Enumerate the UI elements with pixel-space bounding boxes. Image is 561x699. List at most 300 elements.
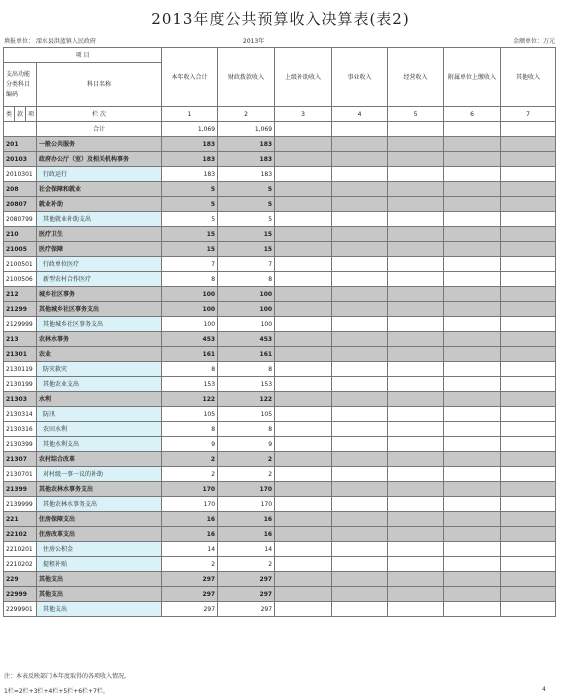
empty-cell [444, 272, 501, 287]
empty-cell [388, 437, 444, 452]
empty-cell [388, 137, 444, 152]
empty-cell [332, 137, 388, 152]
empty-cell [501, 287, 556, 302]
empty-cell [444, 302, 501, 317]
row-fiscal: 5 [218, 182, 275, 197]
empty-cell [444, 182, 501, 197]
col-number-6: 6 [444, 107, 501, 122]
row-code: 2130314 [4, 407, 37, 422]
empty-cell [275, 197, 332, 212]
empty-cell [501, 572, 556, 587]
empty-cell [275, 557, 332, 572]
empty-cell [444, 557, 501, 572]
empty-cell [501, 152, 556, 167]
empty-cell [501, 347, 556, 362]
row-code: 21299 [4, 302, 37, 317]
row-total: 5 [162, 182, 218, 197]
empty-cell [501, 272, 556, 287]
row-fiscal: 100 [218, 287, 275, 302]
table-row [4, 347, 556, 362]
row-fiscal: 183 [218, 152, 275, 167]
row-total: 100 [162, 302, 218, 317]
row-name: 农田水利 [37, 422, 162, 437]
empty-cell [388, 227, 444, 242]
row-name: 其他城乡社区事务支出 [37, 317, 162, 332]
empty-cell [444, 587, 501, 602]
empty-cell [332, 317, 388, 332]
empty-cell [501, 587, 556, 602]
row-code: 210 [4, 227, 37, 242]
empty-cell [332, 587, 388, 602]
empty-cell [501, 302, 556, 317]
row-name: 住房改革支出 [37, 527, 162, 542]
row-fiscal: 5 [218, 197, 275, 212]
row-code: 212 [4, 287, 37, 302]
row-name: 其他支出 [37, 602, 162, 617]
header-subject: 项 目 [4, 48, 162, 63]
empty-cell [275, 212, 332, 227]
row-code: 2100506 [4, 272, 37, 287]
empty-cell [275, 272, 332, 287]
empty-cell [332, 152, 388, 167]
empty-cell [388, 257, 444, 272]
empty-cell [332, 527, 388, 542]
empty-cell [332, 512, 388, 527]
row-name: 其他支出 [37, 587, 162, 602]
budget-revenue-table [3, 47, 556, 617]
row-name: 医疗卫生 [37, 227, 162, 242]
header-lanci: 栏 次 [37, 107, 162, 122]
empty-cell [388, 197, 444, 212]
empty-cell [275, 287, 332, 302]
empty-cell [388, 407, 444, 422]
row-fiscal: 183 [218, 167, 275, 182]
total-label: 合计 [37, 122, 162, 137]
row-name: 防汛 [37, 407, 162, 422]
empty-cell [275, 422, 332, 437]
empty-cell [501, 437, 556, 452]
empty-cell [388, 347, 444, 362]
empty-cell [444, 452, 501, 467]
empty-cell [501, 197, 556, 212]
empty-cell [275, 242, 332, 257]
empty-cell [388, 182, 444, 197]
row-code: 2080799 [4, 212, 37, 227]
empty-cell [332, 212, 388, 227]
row-total: 122 [162, 392, 218, 407]
empty-cell [444, 317, 501, 332]
row-code: 2130701 [4, 467, 37, 482]
empty-cell [275, 182, 332, 197]
empty-cell [501, 482, 556, 497]
row-code: 2100501 [4, 257, 37, 272]
row-code: 221 [4, 512, 37, 527]
empty-cell [275, 467, 332, 482]
row-name: 其他就业补助支出 [37, 212, 162, 227]
row-name: 提租补贴 [37, 557, 162, 572]
table-row [4, 137, 556, 152]
table-row [4, 602, 556, 617]
empty-cell [501, 362, 556, 377]
row-total: 105 [162, 407, 218, 422]
row-fiscal: 100 [218, 302, 275, 317]
row-code: 2130399 [4, 437, 37, 452]
row-total: 2 [162, 452, 218, 467]
empty-cell [444, 422, 501, 437]
row-total: 170 [162, 482, 218, 497]
row-fiscal: 105 [218, 407, 275, 422]
empty-cell [501, 467, 556, 482]
empty-cell [444, 377, 501, 392]
table-row [4, 302, 556, 317]
row-total: 8 [162, 362, 218, 377]
row-code: 21301 [4, 347, 37, 362]
header-affiliate: 附属单位上缴收入 [444, 48, 501, 107]
row-code: 2210201 [4, 542, 37, 557]
empty-cell [444, 527, 501, 542]
empty-cell [332, 302, 388, 317]
empty-cell [275, 542, 332, 557]
empty-cell [501, 452, 556, 467]
empty-cell [275, 362, 332, 377]
row-name: 政府办公厅（室）及相关机构事务 [37, 152, 162, 167]
col-number-4: 4 [332, 107, 388, 122]
row-fiscal: 9 [218, 437, 275, 452]
empty-cell [275, 257, 332, 272]
empty-cell [444, 362, 501, 377]
header-other: 其他收入 [501, 48, 556, 107]
table-row [4, 317, 556, 332]
row-name: 新型农村合作医疗 [37, 272, 162, 287]
row-fiscal: 8 [218, 272, 275, 287]
reporting-unit: 填报单位： 溧水县洪蓝镇人民政府 [4, 38, 96, 45]
row-total: 14 [162, 542, 218, 557]
empty-cell [388, 542, 444, 557]
empty-cell [275, 227, 332, 242]
col-number-5: 5 [388, 107, 444, 122]
header-code: 支出功能分类科目编码 [4, 63, 37, 107]
row-total: 100 [162, 317, 218, 332]
col-number-1: 1 [162, 107, 218, 122]
total-fiscal: 1,069 [218, 122, 275, 137]
row-name: 防灾救灾 [37, 362, 162, 377]
table-row [4, 287, 556, 302]
empty-cell [332, 197, 388, 212]
empty-cell [332, 452, 388, 467]
row-name: 水利 [37, 392, 162, 407]
header-superior: 上级补助收入 [275, 48, 332, 107]
row-fiscal: 2 [218, 557, 275, 572]
row-code: 2130316 [4, 422, 37, 437]
empty-cell [388, 392, 444, 407]
row-total: 8 [162, 272, 218, 287]
empty-cell [388, 602, 444, 617]
row-name: 医疗保障 [37, 242, 162, 257]
row-fiscal: 15 [218, 242, 275, 257]
table-row [4, 362, 556, 377]
header-total: 本年收入合计 [162, 48, 218, 107]
row-name: 住房公积金 [37, 542, 162, 557]
empty-cell [275, 527, 332, 542]
empty-cell [388, 497, 444, 512]
empty-cell [388, 287, 444, 302]
row-fiscal: 5 [218, 212, 275, 227]
empty-cell [444, 167, 501, 182]
empty-cell [332, 602, 388, 617]
table-row [4, 557, 556, 572]
table-row [4, 257, 556, 272]
empty-cell [332, 497, 388, 512]
empty-cell [332, 542, 388, 557]
row-total: 297 [162, 587, 218, 602]
empty-cell [444, 467, 501, 482]
empty-cell [275, 437, 332, 452]
row-name: 其他城乡社区事务支出 [37, 302, 162, 317]
row-fiscal: 100 [218, 317, 275, 332]
row-name: 城乡社区事务 [37, 287, 162, 302]
empty-cell [444, 542, 501, 557]
empty-cell [332, 557, 388, 572]
empty-cell [275, 572, 332, 587]
empty-cell [444, 197, 501, 212]
empty-cell [275, 452, 332, 467]
empty-cell [332, 422, 388, 437]
empty-cell [332, 332, 388, 347]
empty-cell [444, 407, 501, 422]
empty-cell [332, 182, 388, 197]
row-fiscal: 297 [218, 587, 275, 602]
row-total: 2 [162, 467, 218, 482]
empty-cell [332, 482, 388, 497]
row-fiscal: 161 [218, 347, 275, 362]
col-number-7: 7 [501, 107, 556, 122]
row-name: 农林水事务 [37, 332, 162, 347]
empty-cell [444, 437, 501, 452]
empty-cell [332, 347, 388, 362]
row-name: 其他支出 [37, 572, 162, 587]
row-name: 农业 [37, 347, 162, 362]
empty-cell [444, 512, 501, 527]
row-total: 183 [162, 137, 218, 152]
empty-cell [388, 152, 444, 167]
row-fiscal: 297 [218, 572, 275, 587]
row-fiscal: 8 [218, 362, 275, 377]
empty-cell [444, 242, 501, 257]
empty-cell [275, 332, 332, 347]
empty-cell [444, 257, 501, 272]
empty-cell [388, 572, 444, 587]
row-code: 2139999 [4, 497, 37, 512]
empty-cell [444, 212, 501, 227]
empty-cell [444, 392, 501, 407]
row-total: 100 [162, 287, 218, 302]
empty-cell [388, 302, 444, 317]
empty-cell [275, 137, 332, 152]
empty-cell [444, 287, 501, 302]
header-business: 事业收入 [332, 48, 388, 107]
empty-cell [501, 317, 556, 332]
empty-cell [501, 377, 556, 392]
empty-cell [388, 377, 444, 392]
empty-cell [501, 182, 556, 197]
row-name: 农村综合改革 [37, 452, 162, 467]
empty-cell [275, 152, 332, 167]
row-code: 22999 [4, 587, 37, 602]
empty-cell [501, 242, 556, 257]
empty-cell [444, 602, 501, 617]
empty-cell [444, 332, 501, 347]
row-code: 201 [4, 137, 37, 152]
empty-cell [332, 377, 388, 392]
empty-cell [332, 167, 388, 182]
empty-cell [444, 152, 501, 167]
table-row [4, 272, 556, 287]
total-row [4, 122, 556, 137]
row-total: 297 [162, 572, 218, 587]
row-name: 其他水利支出 [37, 437, 162, 452]
empty-cell [501, 332, 556, 347]
row-fiscal: 8 [218, 422, 275, 437]
row-fiscal: 14 [218, 542, 275, 557]
empty-cell [275, 347, 332, 362]
row-code: 2129999 [4, 317, 37, 332]
empty-cell [388, 422, 444, 437]
empty-cell [501, 407, 556, 422]
row-fiscal: 453 [218, 332, 275, 347]
empty-cell [388, 587, 444, 602]
row-name: 一般公共服务 [37, 137, 162, 152]
empty-cell [444, 497, 501, 512]
empty-cell [444, 137, 501, 152]
table-title: 2013年度公共预算收入决算表(表2) [151, 10, 410, 28]
row-total: 297 [162, 602, 218, 617]
row-code: 20103 [4, 152, 37, 167]
row-total: 8 [162, 422, 218, 437]
empty-cell [444, 347, 501, 362]
empty-cell [501, 512, 556, 527]
empty-cell [275, 587, 332, 602]
empty-cell [332, 437, 388, 452]
table-row [4, 227, 556, 242]
empty-cell [332, 242, 388, 257]
table-row [4, 182, 556, 197]
table-row [4, 437, 556, 452]
row-fiscal: 16 [218, 527, 275, 542]
table-row [4, 152, 556, 167]
table-row [4, 167, 556, 182]
empty-cell [388, 317, 444, 332]
table-row [4, 572, 556, 587]
table-row [4, 467, 556, 482]
row-code: 2210202 [4, 557, 37, 572]
empty-cell [332, 392, 388, 407]
empty-cell [332, 287, 388, 302]
row-code: 2130119 [4, 362, 37, 377]
row-total: 2 [162, 557, 218, 572]
row-total: 7 [162, 257, 218, 272]
row-name: 其他农林水事务支出 [37, 497, 162, 512]
empty-cell [388, 452, 444, 467]
row-fiscal: 297 [218, 602, 275, 617]
row-fiscal: 183 [218, 137, 275, 152]
row-code: 213 [4, 332, 37, 347]
row-total: 9 [162, 437, 218, 452]
header-name: 科目名称 [37, 63, 162, 107]
note-1: 注：本表反映部门本年度取得的各项收入情况。 [4, 673, 131, 680]
empty-cell [332, 572, 388, 587]
row-name: 其他农林水事务支出 [37, 482, 162, 497]
empty-cell [275, 602, 332, 617]
empty-cell [501, 602, 556, 617]
table-row [4, 482, 556, 497]
empty-cell [388, 272, 444, 287]
empty-cell [388, 167, 444, 182]
row-code: 21307 [4, 452, 37, 467]
empty-cell [444, 482, 501, 497]
empty-cell [275, 302, 332, 317]
empty-cell [388, 242, 444, 257]
table-row [4, 542, 556, 557]
empty-cell [388, 212, 444, 227]
empty-cell [388, 527, 444, 542]
row-total: 16 [162, 512, 218, 527]
row-name: 行政单位医疗 [37, 257, 162, 272]
empty-cell [332, 272, 388, 287]
row-total: 183 [162, 167, 218, 182]
row-code: 229 [4, 572, 37, 587]
empty-cell [388, 482, 444, 497]
empty-cell [332, 257, 388, 272]
empty-cell [275, 482, 332, 497]
row-total: 170 [162, 497, 218, 512]
empty-cell [275, 167, 332, 182]
empty-cell [275, 497, 332, 512]
empty-cell [501, 527, 556, 542]
table-row [4, 497, 556, 512]
row-fiscal: 16 [218, 512, 275, 527]
row-total: 5 [162, 197, 218, 212]
header-operating: 经营收入 [388, 48, 444, 107]
row-code: 2299901 [4, 602, 37, 617]
empty-cell [275, 407, 332, 422]
table-row [4, 212, 556, 227]
row-fiscal: 15 [218, 227, 275, 242]
empty-cell [275, 512, 332, 527]
empty-cell [388, 467, 444, 482]
table-row [4, 587, 556, 602]
empty-cell [501, 422, 556, 437]
table-row [4, 527, 556, 542]
row-fiscal: 7 [218, 257, 275, 272]
header-xiang: 项 [26, 107, 37, 122]
empty-cell [332, 407, 388, 422]
row-name: 其他农业支出 [37, 377, 162, 392]
table-row [4, 242, 556, 257]
note-2: 1栏=2栏+3栏+4栏+5栏+6栏+7栏。 [4, 688, 109, 695]
empty-cell [501, 557, 556, 572]
empty-cell [388, 512, 444, 527]
row-name: 住房保障支出 [37, 512, 162, 527]
row-code: 2130199 [4, 377, 37, 392]
table-row [4, 422, 556, 437]
table-row [4, 452, 556, 467]
empty-cell [388, 557, 444, 572]
row-total: 183 [162, 152, 218, 167]
row-fiscal: 153 [218, 377, 275, 392]
row-code: 20807 [4, 197, 37, 212]
row-fiscal: 122 [218, 392, 275, 407]
row-total: 15 [162, 227, 218, 242]
